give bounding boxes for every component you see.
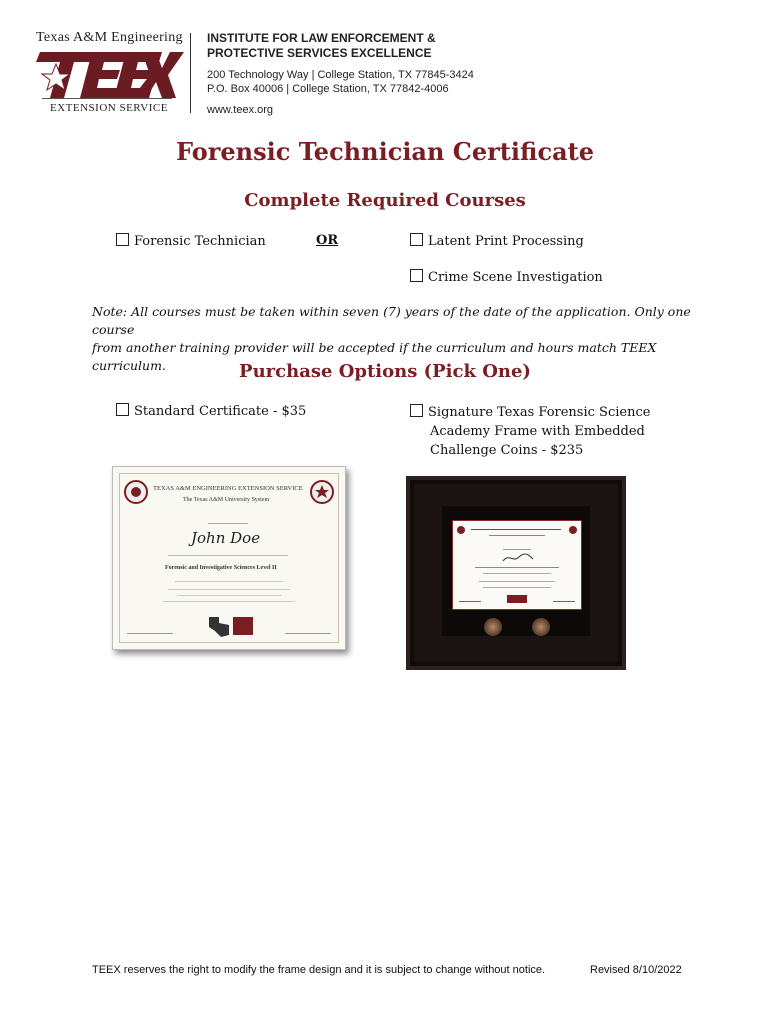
option-signature-frame[interactable] [410,403,650,460]
institute-name [207,31,436,61]
note-line2: from another training provider will be accepted if the curriculum and hours match TEEX curriculum. [92,340,657,373]
option-forensic-technician-label: Forensic Technician [134,234,266,249]
address-line1: 200 Technology Way | College Station, TX 77845-3424 [207,69,474,81]
teex-logo [34,48,184,102]
option-signature-line2: Academy Frame with Embedded [430,424,645,439]
checkbox-forensic-technician[interactable] [116,233,129,246]
standard-certificate-image [112,466,346,650]
institute-line2: PROTECTIVE SERVICES EXCELLENCE [207,46,432,60]
website-link[interactable]: www.teex.org [207,104,274,116]
footer-disclaimer: TEEX reserves the right to modify the frame design and it is subject to change without notice. [92,964,546,976]
cert-course: Forensic and Investigative Sciences Level II [165,565,277,571]
frame-certificate [452,520,582,610]
institute-line1: INSTITUTE FOR LAW ENFORCEMENT & [207,31,436,45]
header-divider [190,33,191,113]
cert-system: The Texas A&M University System [183,497,270,503]
option-crime-scene[interactable] [410,269,603,285]
logo-divider [42,98,172,99]
courses-heading: Complete Required Courses [244,190,526,211]
option-latent-print-label: Latent Print Processing [428,234,584,249]
option-latent-print[interactable] [410,233,584,249]
note-line1: Note: All courses must be taken within seven (7) years of the date of the application. Only one course [92,304,691,337]
or-label: OR [316,233,339,248]
address-block [207,68,474,96]
option-standard-label: Standard Certificate - $35 [134,404,307,419]
frame-seal-right-icon [568,525,578,535]
frame-mat [442,506,590,636]
challenge-coin-right-icon [532,618,550,636]
checkbox-standard-certificate[interactable] [116,403,129,416]
cert-issuer: TEXAS A&M ENGINEERING EXTENSION SERVICE [153,485,303,492]
purchase-heading: Purchase Options (Pick One) [239,361,531,382]
option-standard-certificate[interactable] [116,403,306,419]
frame-signature-mark [501,553,535,563]
revision-date: Revised 8/10/2022 [590,964,682,976]
option-signature-line1: Signature Texas Forensic Science [428,405,651,420]
option-crime-scene-label: Crime Scene Investigation [428,270,603,285]
page-title: Forensic Technician Certificate [176,137,594,166]
frame-texas-logo-icon [505,593,529,605]
logo-top-text: Texas A&M Engineering [36,30,183,45]
checkbox-latent-print[interactable] [410,233,423,246]
university-seal-icon [123,479,149,505]
checkbox-signature-frame[interactable] [410,404,423,417]
state-seal-icon [309,479,335,505]
challenge-coin-left-icon [484,618,502,636]
checkbox-crime-scene[interactable] [410,269,423,282]
frame-seal-left-icon [456,525,466,535]
logo-bottom-text: EXTENSION SERVICE [50,102,168,114]
option-forensic-technician[interactable] [116,233,266,249]
cert-recipient-name: John Doe [191,529,261,547]
signature-frame-image [406,476,626,670]
texas-logo-icon [205,613,255,639]
address-line2: P.O. Box 40006 | College Station, TX 77842-4006 [207,83,449,95]
option-signature-line3: Challenge Coins - $235 [430,443,584,458]
